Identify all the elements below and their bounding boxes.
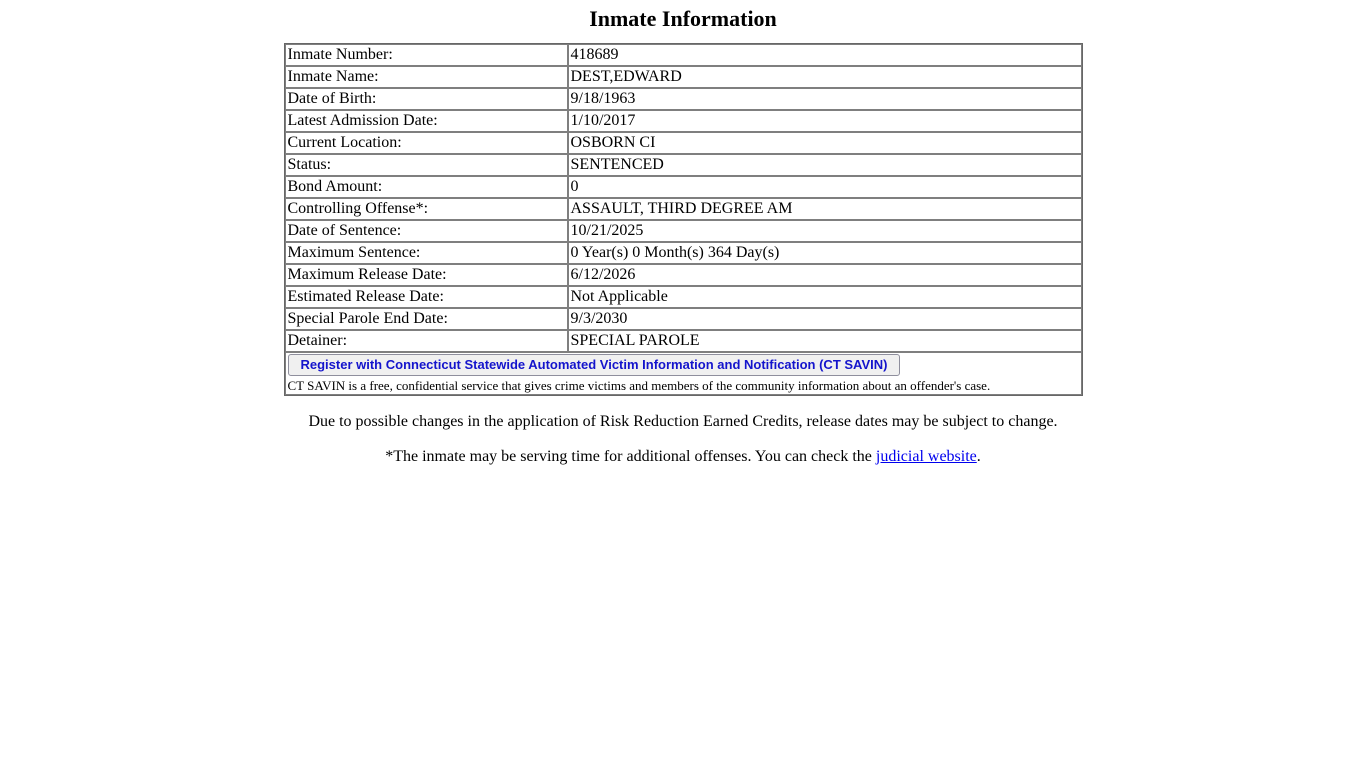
row-label: Maximum Release Date: bbox=[285, 264, 568, 286]
row-label: Maximum Sentence: bbox=[285, 242, 568, 264]
row-label: Date of Birth: bbox=[285, 88, 568, 110]
inmate-table-body bbox=[285, 44, 1082, 395]
row-label: Status: bbox=[285, 154, 568, 176]
row-label: Date of Sentence: bbox=[285, 220, 568, 242]
row-value: Not Applicable bbox=[568, 286, 1082, 308]
offense-note-prefix: *The inmate may be serving time for additional offenses. You can check the bbox=[385, 448, 876, 465]
savin-cell bbox=[285, 352, 1082, 395]
table-row bbox=[285, 220, 1082, 242]
row-value: 418689 bbox=[568, 44, 1082, 66]
row-value: 9/3/2030 bbox=[568, 308, 1082, 330]
table-row bbox=[285, 110, 1082, 132]
table-row bbox=[285, 286, 1082, 308]
table-row bbox=[285, 198, 1082, 220]
savin-row bbox=[285, 352, 1082, 395]
table-row bbox=[285, 154, 1082, 176]
row-value: 10/21/2025 bbox=[568, 220, 1082, 242]
row-value: 9/18/1963 bbox=[568, 88, 1082, 110]
table-row bbox=[285, 176, 1082, 198]
offense-note-suffix: . bbox=[976, 448, 981, 465]
row-value: OSBORN CI bbox=[568, 132, 1082, 154]
page-title: Inmate Information bbox=[589, 6, 777, 31]
page bbox=[0, 4, 1366, 772]
row-label: Current Location: bbox=[285, 132, 568, 154]
row-value: SPECIAL PAROLE bbox=[568, 330, 1082, 352]
table-row bbox=[285, 88, 1082, 110]
row-label: Detainer: bbox=[285, 330, 568, 352]
row-label: Controlling Offense*: bbox=[285, 198, 568, 220]
row-label: Estimated Release Date: bbox=[285, 286, 568, 308]
ct-savin-register-button[interactable]: Register with Connecticut Statewide Automated Victim Information and Notification (CT SAVIN) bbox=[288, 354, 901, 376]
judicial-website-link[interactable]: judicial website bbox=[875, 448, 977, 465]
row-value: 1/10/2017 bbox=[568, 110, 1082, 132]
row-label: Inmate Name: bbox=[285, 66, 568, 88]
inmate-info-table bbox=[284, 43, 1083, 396]
row-value: 0 bbox=[568, 176, 1082, 198]
row-value: 0 Year(s) 0 Month(s) 364 Day(s) bbox=[568, 242, 1082, 264]
table-row bbox=[285, 132, 1082, 154]
rrec-notice: Due to possible changes in the application of Risk Reduction Earned Credits, release dates may be subject to change. bbox=[308, 413, 1058, 430]
table-row bbox=[285, 242, 1082, 264]
row-label: Special Parole End Date: bbox=[285, 308, 568, 330]
ct-savin-description: CT SAVIN is a free, confidential service that gives crime victims and members of the community information about an offender's case. bbox=[287, 378, 991, 393]
offense-note bbox=[0, 448, 1366, 466]
table-row bbox=[285, 44, 1082, 66]
row-value: ASSAULT, THIRD DEGREE AM bbox=[568, 198, 1082, 220]
row-value: 6/12/2026 bbox=[568, 264, 1082, 286]
row-label: Inmate Number: bbox=[285, 44, 568, 66]
row-label: Bond Amount: bbox=[285, 176, 568, 198]
table-row bbox=[285, 66, 1082, 88]
row-value: DEST,EDWARD bbox=[568, 66, 1082, 88]
table-row bbox=[285, 330, 1082, 352]
row-value: SENTENCED bbox=[568, 154, 1082, 176]
table-row bbox=[285, 308, 1082, 330]
row-label: Latest Admission Date: bbox=[285, 110, 568, 132]
table-row bbox=[285, 264, 1082, 286]
